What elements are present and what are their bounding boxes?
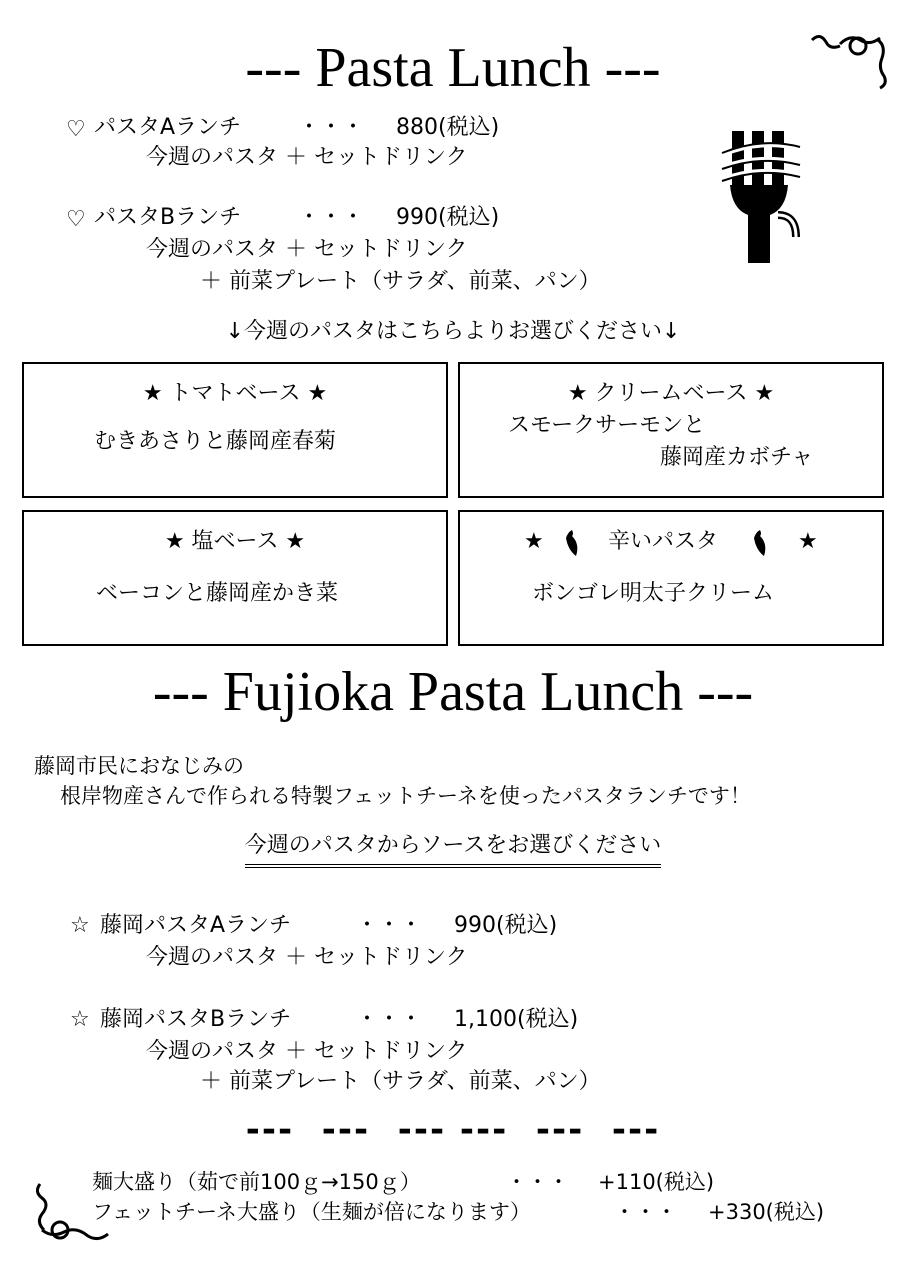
intro-line2: 根岸物産さんで作られる特製フェットチーネを使ったパスタランチです！	[60, 784, 751, 808]
box-cream-title: ★ クリームベース ★	[567, 381, 775, 406]
lunch-b-mark: ♡	[66, 207, 86, 232]
box-spicy-body: ボンゴレ明太子クリーム	[532, 581, 775, 606]
lunch-a-name: パスタAランチ	[94, 115, 242, 140]
extra-1-price: +110(税込)	[598, 1170, 715, 1194]
lunch-a-dots: ・・・	[298, 115, 365, 140]
box-salt-title: ★ 塩ベース ★	[164, 529, 306, 554]
fuji-b-name: 藤岡パスタBランチ	[100, 1007, 292, 1032]
lunch-a-desc: 今週のパスタ ＋ セットドリンク	[146, 145, 468, 170]
dashes-divider: --- --- --- --- --- ---	[245, 1110, 661, 1150]
extra-2-price: +330(税込)	[708, 1200, 825, 1224]
extra-1-dots: ・・・	[506, 1170, 569, 1194]
fork-with-pasta-icon	[720, 125, 810, 263]
lunch-b-price: 990(税込)	[396, 205, 500, 230]
extra-1-name: 麺大盛り（茹で前100ｇ→150ｇ）	[92, 1170, 421, 1194]
sauce-note	[0, 832, 906, 860]
box-salt	[22, 510, 448, 646]
chili-pepper-icon	[564, 528, 582, 556]
box-cream	[458, 362, 884, 498]
box-spicy	[458, 510, 884, 646]
box-tomato	[22, 362, 448, 498]
box-spicy-star-right: ★	[798, 529, 818, 554]
fuji-a-dots: ・・・	[356, 913, 423, 938]
fuji-b-price: 1,100(税込)	[454, 1007, 579, 1032]
box-cream-body1: スモークサーモンと	[508, 413, 706, 438]
box-spicy-title: 辛いパスタ	[608, 529, 719, 554]
lunch-a-mark: ♡	[66, 117, 86, 142]
fuji-a-price: 990(税込)	[454, 913, 558, 938]
chili-pepper-icon	[752, 528, 770, 556]
extra-2-dots: ・・・	[614, 1200, 677, 1224]
sauce-note-text: 今週のパスタからソースをお選びください	[245, 833, 661, 868]
lunch-b-dots: ・・・	[298, 205, 365, 230]
fuji-a-desc: 今週のパスタ ＋ セットドリンク	[146, 945, 468, 970]
fuji-b-mark: ☆	[70, 1007, 90, 1032]
fuji-a-name: 藤岡パスタAランチ	[100, 913, 292, 938]
box-salt-body: ベーコンと藤岡産かき菜	[96, 581, 339, 606]
fuji-a-mark: ☆	[70, 913, 90, 938]
intro-line1: 藤岡市民におなじみの	[34, 754, 244, 778]
fuji-b-desc2: ＋ 前菜プレート（サラダ、前菜、パン）	[200, 1069, 601, 1094]
fujioka-title: --- Fujioka Pasta Lunch ---	[152, 661, 754, 723]
box-tomato-body: むきあさりと藤岡産春菊	[94, 429, 337, 454]
box-tomato-title: ★ トマトベース ★	[142, 381, 328, 406]
fuji-b-dots: ・・・	[356, 1007, 423, 1032]
lunch-b-desc: 今週のパスタ ＋ セットドリンク	[146, 237, 468, 262]
page-title: --- Pasta Lunch ---	[245, 37, 661, 99]
lunch-b-name: パスタBランチ	[94, 205, 242, 230]
lunch-b-desc2: ＋ 前菜プレート（サラダ、前菜、パン）	[200, 269, 601, 294]
fuji-b-desc: 今週のパスタ ＋ セットドリンク	[146, 1039, 468, 1064]
lunch-a-price: 880(税込)	[396, 115, 500, 140]
box-cream-body2: 藤岡産カボチャ	[660, 445, 814, 470]
choose-pasta-note: ↓今週のパスタはこちらよりお選びください↓	[225, 319, 681, 344]
extra-2-name: フェットチーネ大盛り（生麺が倍になります）	[92, 1200, 531, 1224]
box-spicy-star-left: ★	[524, 529, 544, 554]
